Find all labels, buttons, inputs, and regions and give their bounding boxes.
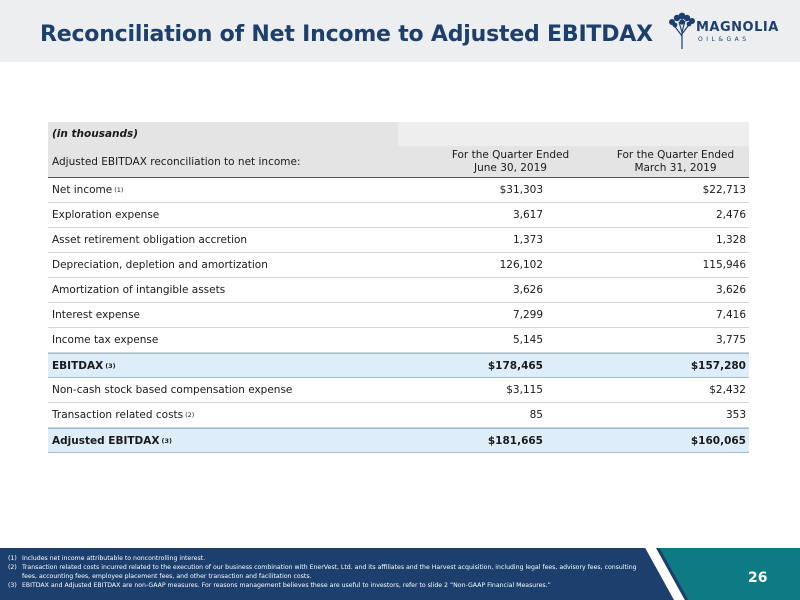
footnote-number: (3) [8, 582, 17, 589]
column-header-q2-line1: For the Quarter Ended [451, 148, 570, 161]
row-label-text: Net income [52, 184, 113, 196]
row-label [52, 178, 392, 202]
row-value-q1: 7,416 [715, 309, 746, 321]
row-label [52, 403, 392, 427]
row-label-text: Adjusted EBITDAX [52, 434, 160, 447]
row-value-q1: $157,280 [690, 359, 746, 372]
header-band [0, 0, 800, 62]
magnolia-logo [668, 12, 780, 52]
row-value-q2: 3,626 [512, 284, 543, 296]
footnote-ref: (3) [105, 361, 116, 370]
footnote-1 [8, 554, 648, 563]
row-value-q1: 115,946 [702, 259, 746, 271]
table-row-interest [48, 303, 749, 328]
table-units-row [48, 122, 749, 146]
footnotes [8, 554, 648, 590]
row-label: Asset retirement obligation accretion [52, 234, 248, 246]
table-row-stock-comp [48, 378, 749, 403]
row-value-q1: 2,476 [715, 209, 746, 221]
reconciliation-header-label: Adjusted EBITDAX reconciliation to net income: [52, 155, 301, 168]
footnote-text: Includes net income attributable to noncontrolling interest. [22, 555, 206, 562]
reconciliation-table [48, 122, 749, 453]
logo-wordmark: MAGNOLIA [696, 20, 779, 35]
footnote-text: Transaction related costs incurred related to the execution of our business combination with EnerVest, Ltd. and its affiliates and the Harvest acquisition, including legal fees, advisory fees, consulting fees, accounting fees, employee placement fees, and other transaction and facilitation costs. [22, 564, 637, 580]
table-row-ebitdax [48, 353, 749, 378]
table-row-exploration [48, 203, 749, 228]
row-label: Income tax expense [52, 334, 159, 346]
table-row-dda [48, 253, 749, 278]
footnote-ref: (1) [114, 186, 124, 194]
row-label [52, 429, 392, 452]
row-label: Interest expense [52, 309, 140, 321]
footnote-2 [8, 563, 648, 581]
table-row-net-income [48, 178, 749, 203]
row-value-q1: $22,713 [702, 184, 746, 196]
row-value-q2: 126,102 [499, 259, 543, 271]
column-header-q1-line2: March 31, 2019 [634, 161, 717, 174]
row-value-q2: 85 [529, 409, 543, 421]
row-label [52, 354, 392, 377]
units-label: (in thousands) [52, 128, 139, 140]
row-value-q2: $178,465 [487, 359, 543, 372]
row-label: Amortization of intangible assets [52, 284, 226, 296]
row-label: Non-cash stock based compensation expense [52, 384, 293, 396]
row-value-q2: 3,617 [512, 209, 543, 221]
logo-subtitle: OIL&GAS [698, 36, 750, 43]
row-value-q1: 3,626 [715, 284, 746, 296]
footer-band [0, 548, 800, 600]
row-value-q1: $160,065 [690, 434, 746, 447]
footnote-number: (1) [8, 555, 17, 562]
footnote-3 [8, 581, 648, 590]
table-row-intangibles [48, 278, 749, 303]
row-value-q2: 7,299 [512, 309, 543, 321]
page-title: Reconciliation of Net Income to Adjusted EBITDAX [40, 22, 653, 47]
column-header-q2-2019 [398, 146, 623, 177]
page-number: 26 [748, 570, 768, 586]
tree-icon [668, 12, 696, 50]
row-label-text: EBITDAX [52, 359, 104, 372]
row-label: Exploration expense [52, 209, 160, 221]
column-header-q1-line1: For the Quarter Ended [616, 148, 735, 161]
table-row-income-tax [48, 328, 749, 353]
footnote-ref: (2) [185, 411, 195, 419]
units-row-spacer [398, 122, 749, 146]
row-value-q1: 3,775 [715, 334, 746, 346]
footnote-text: EBITDAX and Adjusted EBITDAX are non-GAAP measures. For reasons management believes these are useful to investors, refer to slide 2 “Non-GAAP Financial Measures.” [22, 582, 551, 589]
row-label-text: Transaction related costs [52, 409, 184, 421]
table-row-aro-accretion [48, 228, 749, 253]
column-header-q2-line2: June 30, 2019 [474, 161, 547, 174]
row-value-q1: 1,328 [715, 234, 746, 246]
column-header-q1-2019 [608, 146, 743, 177]
table-row-adjusted-ebitdax [48, 428, 749, 453]
row-value-q2: $181,665 [487, 434, 543, 447]
table-header-row [48, 146, 749, 178]
row-value-q1: 353 [725, 409, 746, 421]
footnote-number: (2) [8, 564, 17, 571]
row-value-q2: 5,145 [512, 334, 543, 346]
row-value-q2: 1,373 [512, 234, 543, 246]
row-value-q2: $3,115 [506, 384, 543, 396]
table-row-transaction-costs [48, 403, 749, 428]
row-value-q1: $2,432 [709, 384, 746, 396]
footnote-ref: (3) [161, 436, 172, 445]
row-value-q2: $31,303 [499, 184, 543, 196]
row-label: Depreciation, depletion and amortization [52, 259, 268, 271]
